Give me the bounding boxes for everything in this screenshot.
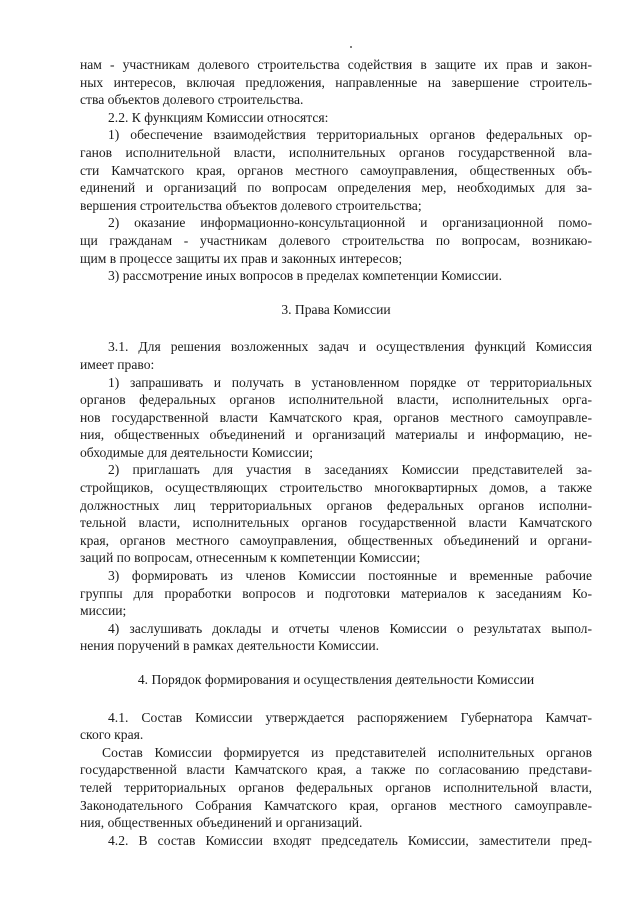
text-line: щим в процессе защиты их прав и законных интересов; <box>80 250 403 266</box>
text-line: 4.2. В состав Комиссии входят председатель Комиссии, заместители пред- <box>108 832 592 848</box>
text-line: 1) обеспечение взаимодействия территориальных органов федеральных ор- <box>108 127 592 143</box>
clause-4-1-composition <box>80 744 592 832</box>
scan-dot-mark <box>350 46 352 48</box>
text-line: телей территориальных органов федеральных органов исполнительной власти, <box>80 779 592 795</box>
clause-2-2 <box>80 109 592 127</box>
document-page <box>80 56 592 849</box>
text-line: 3.1. Для решения возложенных задач и осуществления функций Комиссия <box>108 339 592 355</box>
text-line: 4.1. Состав Комиссии утверждается распоряжением Губернатора Камчат- <box>108 709 592 725</box>
text-line: нам - участникам долевого строительства содействия в защите их прав и закон- <box>80 57 592 72</box>
clause-2-2-item-2 <box>80 214 592 267</box>
text-line: обходимые для деятельности Комиссии; <box>80 444 314 460</box>
text-line: ства объектов долевого строительства. <box>80 92 304 108</box>
text-line: группы для проработки вопросов и подготовки материалов к заседаниям Ко- <box>80 585 592 601</box>
text-line: 3) рассмотрение иных вопросов в пределах компетенции Комиссии. <box>108 268 502 284</box>
text-line: Законодательного Собрания Камчатского края, органов местного самоуправле- <box>80 797 592 813</box>
text-line: щи гражданам - участникам долевого строительства по вопросам, возникаю- <box>80 232 592 248</box>
text-line: заций по вопросам, отнесенным к компетенции Комиссии; <box>80 550 421 566</box>
text-line: нения поручений в рамках деятельности Комиссии. <box>80 638 380 654</box>
clause-2-2-intro: 2.2. К функциям Комиссии относятся: <box>108 109 329 125</box>
text-line: 2) приглашать для участия в заседаниях Комиссии представителей за- <box>108 462 592 478</box>
text-line: сти Камчатского края, органов местного самоуправления, общественных объ- <box>80 162 592 178</box>
text-line: ского края. <box>80 727 144 743</box>
clause-4-1 <box>80 709 592 744</box>
text-line: органов федеральных органов исполнительной власти, исполнительных орга- <box>80 392 592 408</box>
clause-3-1-item-3 <box>80 567 592 620</box>
clause-3-1-item-2 <box>80 461 592 567</box>
text-line: 1) запрашивать и получать в установленном порядке от территориальных <box>108 374 592 390</box>
section-4-heading: 4. Порядок формирования и осуществления деятельности Комиссии <box>137 672 535 687</box>
text-line: 2) оказание информационно-консультационной и организационной помо- <box>108 215 592 231</box>
text-line: 3) формировать из членов Комиссии постоянные и временные рабочие <box>108 568 592 584</box>
text-line: ных интересов, включая предложения, направленные на завершение строитель- <box>80 74 592 90</box>
clause-3-1-item-1 <box>80 374 592 462</box>
text-line: единений и организаций по вопросам определения мер, необходимых для за- <box>80 180 592 196</box>
text-line: Состав Комиссии формируется из представителей исполнительных органов <box>102 744 592 760</box>
clause-4-2 <box>80 832 592 850</box>
text-line: государственной власти Камчатского края, а также по согласованию представи- <box>80 762 592 778</box>
text-line: ния, общественных объединений и организаций материалы и информацию, не- <box>80 427 592 443</box>
text-line: вершения строительства объектов долевого строительства; <box>80 197 422 213</box>
text-line: миссии; <box>80 603 127 619</box>
section2-tail-paragraph <box>80 56 592 109</box>
text-line: 4) заслушивать доклады и отчеты членов Комиссии о результатах выпол- <box>108 620 592 636</box>
clause-3-1-item-4 <box>80 620 592 655</box>
text-line: края, органов местного самоуправления, общественных объединений и органи- <box>80 532 592 548</box>
text-line: ния, общественных объединений и организаций. <box>80 815 363 831</box>
text-line: тельной власти, исполнительных органов государственной власти Камчатского <box>80 515 592 531</box>
clause-2-2-item-3 <box>80 267 592 285</box>
text-line: стройщиков, осуществляющих строительство многоквартирных домов, а также <box>80 480 592 496</box>
clause-2-2-item-1 <box>80 126 592 214</box>
text-line: нов государственной власти Камчатского края, органов местного самоуправле- <box>80 409 592 425</box>
section-3-heading: 3. Права Комиссии <box>281 301 391 317</box>
text-line: имеет право: <box>80 356 155 372</box>
clause-3-1 <box>80 338 592 373</box>
text-line: должностных лиц территориальных органов федеральных органов исполни- <box>80 497 592 513</box>
text-line: ганов исполнительной власти, исполнительных органов государственной вла- <box>80 144 592 160</box>
